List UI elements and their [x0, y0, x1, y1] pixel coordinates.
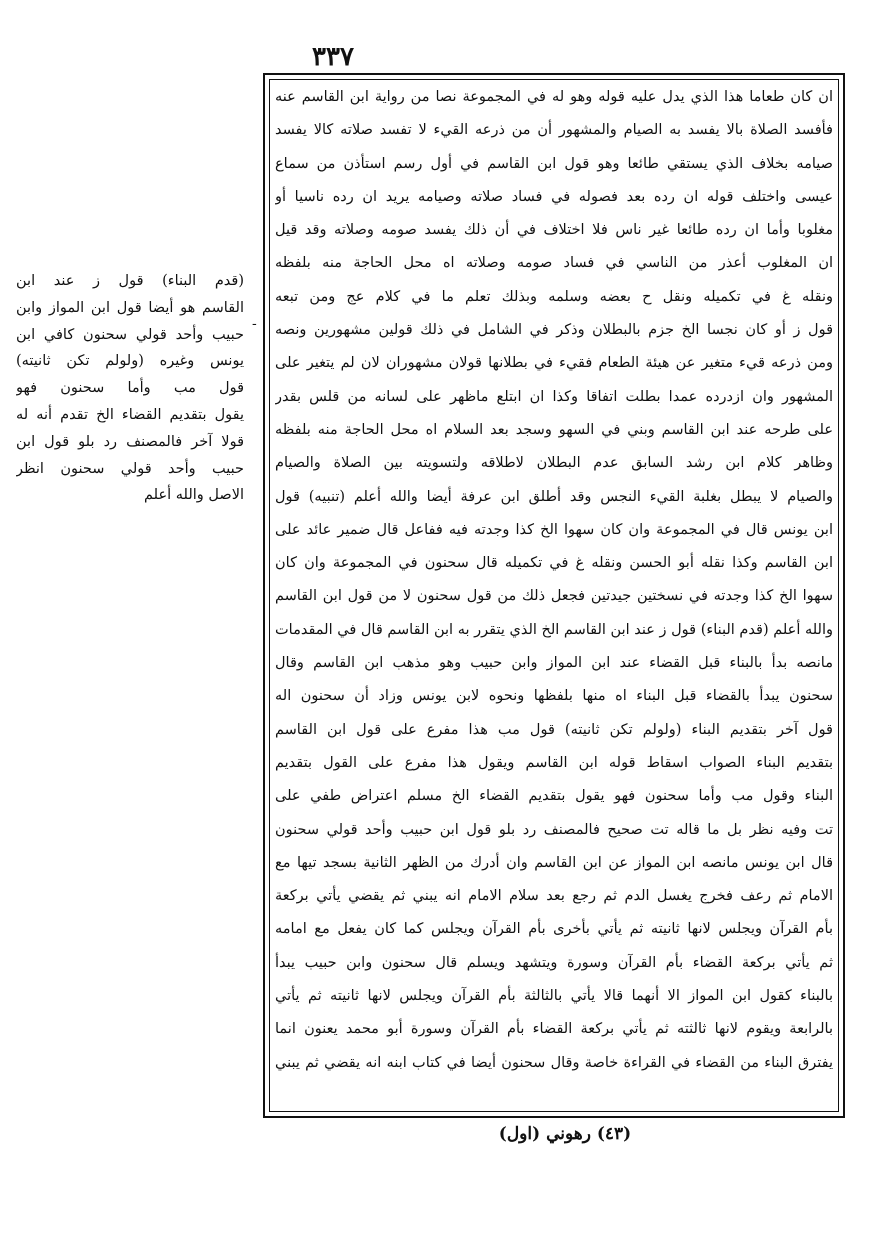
- text-line: المشهور وان ازدرده عمدا بطلت اتفاقا وكذا ان ابتلع ماظهر على لسانه من قلس بقدر: [275, 388, 833, 405]
- margin-note-line: يقول بتقديم القضاء الخ تقدم أنه له: [16, 406, 244, 423]
- text-line: ابن يونس قال في المجموعة وان كان سهوا الخ كذا وجدته فيه ففاعل قال ضمير عائد على: [275, 521, 833, 538]
- margin-note-line: حبيب وأحد قولي سحنون انظر: [16, 460, 244, 477]
- text-line: قول آخر بتقديم البناء (ولولم تكن ثانيته) قول مب هذا مفرع على قول ابن القاسم: [275, 721, 833, 738]
- text-line: سهوا الخ كذا وجدته في نسختين جيدتين فجعل ذلك من قول سحنون لا من قول ابن القاسم: [275, 588, 833, 605]
- text-line: ونقله غ في تكميله ونقل ح بعضه وسلمه وبذلك تعلم ما في كلام عج ومن تبعه: [275, 288, 833, 305]
- text-line: عيسى واختلف قوله ان رده بعد فصوله في فساد صلاته وصيامه يريد ان رده ناسيا أو: [275, 188, 833, 205]
- margin-note-line: الاصل والله أعلم: [144, 487, 244, 504]
- margin-note-line: (قدم البناء) قول ز عند ابن: [16, 273, 244, 289]
- text-line: يفترق البناء من القضاء في القراءة خاصة وقال سحنون أيضا في كتاب ابنه انه يقضي ثم يبني: [275, 1054, 833, 1071]
- text-line: مانصه بدأ بالبناء قبل القضاء عند ابن المواز وابن حبيب وهو مذهب ابن القاسم وقال: [275, 655, 833, 672]
- text-line: ان كان طعاما هذا الذي يدل عليه قوله وهو له في المجموعة نصا من رواية ابن القاسم عنه: [275, 89, 833, 105]
- text-line: البناء وقول مب وأما سحنون فهو يقول بتقديم القضاء الخ مسلم اعتراض طفي على: [275, 788, 833, 805]
- text-line: ابن القاسم وكذا نقله أبو الحسن ونقله غ في تكميله قال سحنون في المجموعة وان كان: [275, 555, 833, 572]
- text-line: والصيام لا يبطل بغلبة القيء النجس وقد أطلق ابن عرفة أيضا والله أعلم (تنبيه) قول: [275, 488, 833, 505]
- main-text-frame: [263, 73, 845, 1118]
- text-line: صيامه بخلاف الذي يستقي طائعا وهو قول ابن القاسم في أول رسم استأذن من سماع: [275, 155, 833, 172]
- text-line: سحنون يبدأ بالقضاء قبل البناء اه منها بلفظها ونحوه لابن يونس وزاد أن سحنون اله: [275, 688, 833, 705]
- margin-note-line: القاسم هو أيضا قول ابن المواز وابن: [16, 299, 244, 316]
- margin-note-line: قول مب وأما سحنون فهو: [16, 380, 244, 397]
- margin-note-line: يونس وغيره (ولولم تكن ثانيته): [16, 353, 244, 370]
- footer-signature: (٤٣) رهوني (اول): [498, 1124, 632, 1144]
- text-line: قول ز أو كان نجسا الخ جزم بالبطلان وذكر في الشامل في ذلك قولين مشهورين ونصه: [275, 322, 833, 339]
- page-number: ٣٣٧: [312, 42, 354, 72]
- margin-note-body: [16, 268, 244, 509]
- text-line: ثم يأتي بركعة القضاء بأم القرآن وسورة ويتشهد ويسلم قال سحنون وابن حبيب يبدأ: [275, 954, 833, 971]
- margin-mark: -: [252, 316, 257, 332]
- main-text-body: [275, 81, 833, 1112]
- text-line: ان المغلوب أعذر من الناسي في فساد صومه وصلاته اه محل الحاجة منه بلفظه: [275, 255, 833, 272]
- margin-note-line: حبيب وأحد قولي سحنون كافي ابن: [16, 326, 244, 343]
- text-line: على طرحه عند ابن القاسم وبني في السهو وسجد بعد السلام اه محل الحاجة منه بلفظه: [275, 421, 833, 438]
- text-line: قال ابن يونس مانصه ابن المواز عن ابن القاسم وان أدرك من الظهر الثانية بسجد تيها مع: [275, 854, 833, 871]
- text-line: ومن ذرعه قيء متغير عن هيئة الطعام فقيء في بطلانها قولان مشهوران لان لم يتغير على: [275, 355, 833, 372]
- text-line: بتقديم البناء الصواب اسقاط قوله ابن القاسم ويقول هذا مفرع على القول بتقديم: [275, 754, 833, 771]
- text-line: وظاهر كلام ابن رشد السابق عدم البطلان لاطلاقه ولتسويته بين الصلاة والصيام: [275, 455, 833, 472]
- text-line: مغلوبا وأما ان رده طائعا غير ناس فلا اختلاف في أن ذلك يفسد صومه وصلاته وقد قيل: [275, 222, 833, 239]
- text-line: فأفسد الصلاة بالا يفسد به الصيام والمشهور أن من ذرعه القيء لا تفسد صلاته كالا يفسد: [275, 122, 833, 139]
- text-line: تت وفيه نظر بل ما قاله تت صحيح فالمصنف رد بلو قول ابن حبيب وأحد قولي سحنون: [275, 821, 833, 838]
- text-line: والله أعلم (قدم البناء) قول ز عند ابن القاسم الخ الذي يتقرر به ابن القاسم قال في المقدمات: [275, 621, 833, 638]
- text-line: بأم القرآن ويجلس لانها ثانيته ثم يأتي بأخرى بأم القرآن ويجلس كما كان يفعل مع امامه: [275, 921, 833, 938]
- text-line: بالرابعة ويقوم لانها ثالثته ثم يأتي بركعة القضاء بأم القرآن وسورة أبو محمد يعنون انما: [275, 1021, 833, 1038]
- text-line: الامام ثم رعف فخرج يغسل الدم ثم رجع بعد سلام الامام انه يبني ثم يقضي يأتي بركعة: [275, 888, 833, 905]
- margin-note-line: قولا آخر فالمصنف رد بلو قول ابن: [16, 433, 244, 450]
- text-line: بالبناء كقول ابن المواز الا أنهما قالا يأتي بالثالثة بأم القرآن ويجلس لانها ثانيته ثم يأتي: [275, 988, 833, 1005]
